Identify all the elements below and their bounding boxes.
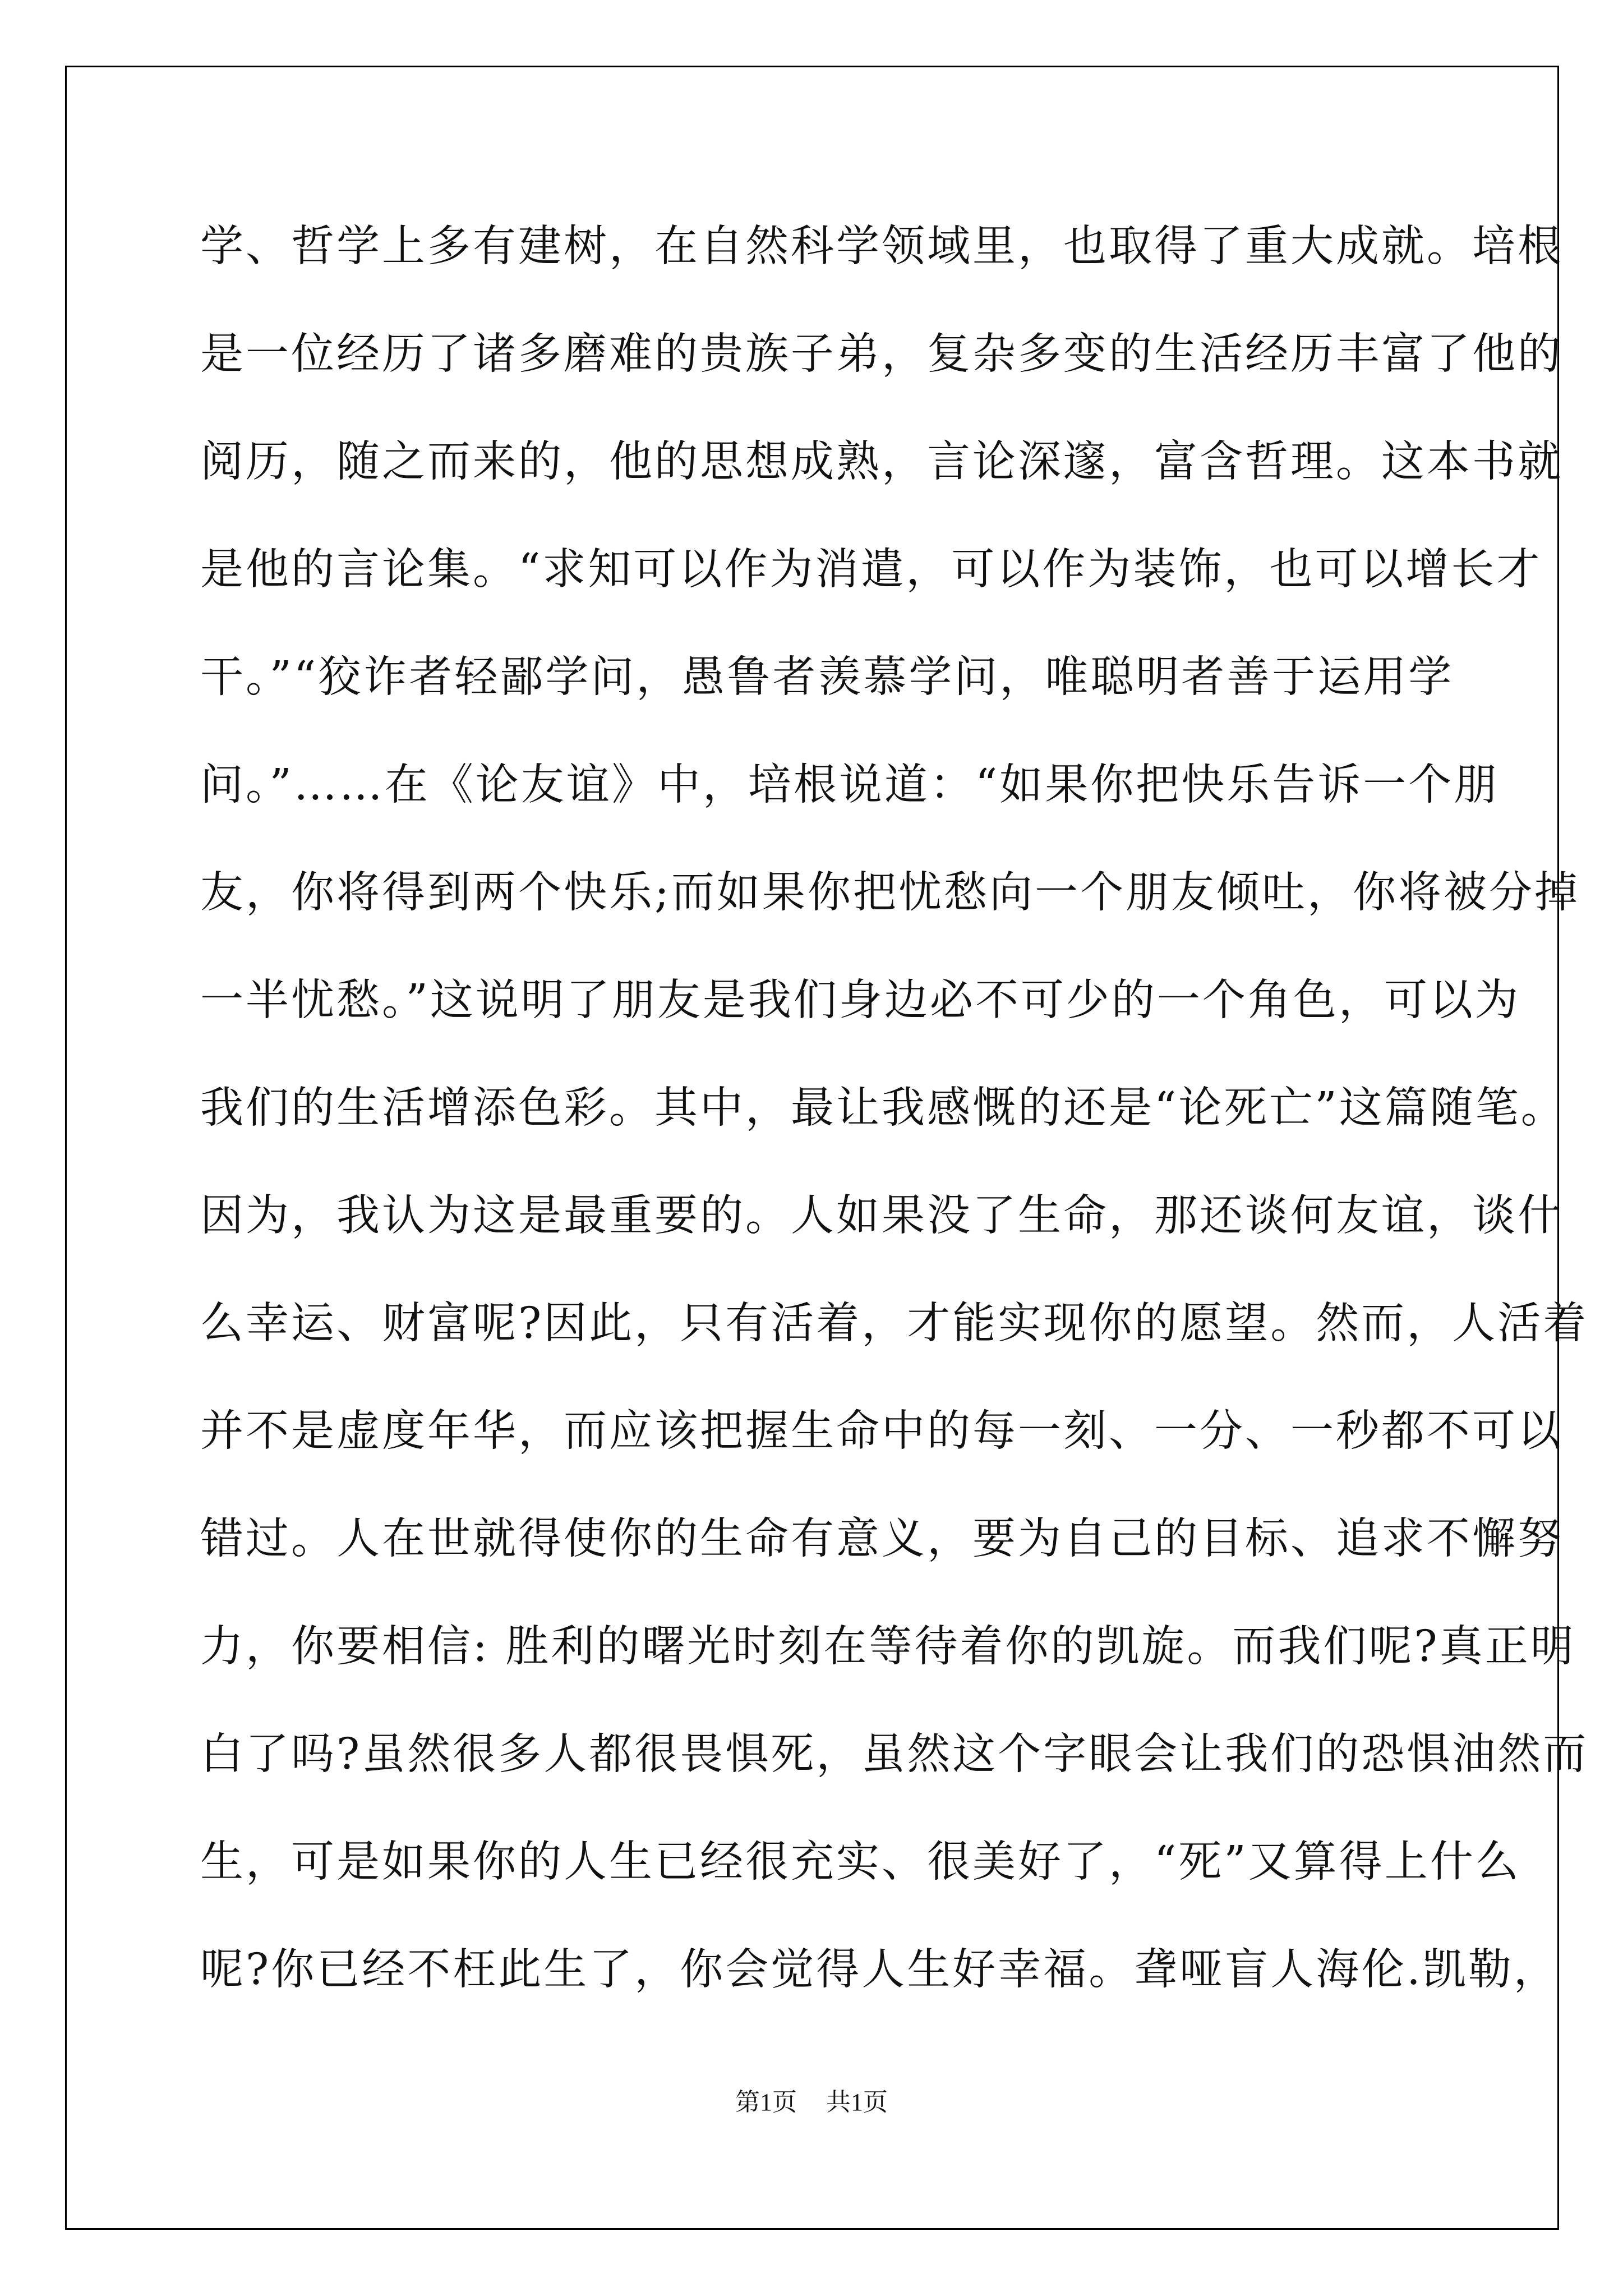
text-line: 是他的言论集。“求知可以作为消遣，可以作为装饰，也可以增长才 [200, 545, 1542, 595]
text-line: 呢?你已经不枉此生了，你会觉得人生好幸福。聋哑盲人海伦.凯勒， [200, 1945, 1559, 1995]
text-line: 力，你要相信: 胜利的曙光时刻在等待着你的凯旋。而我们呢?真正明 [200, 1622, 1576, 1672]
text-line: 阅历，随之而来的，他的思想成熟，言论深邃，富含哲理。这本书就 [200, 437, 1563, 487]
text-line: 白了吗?虽然很多人都很畏惧死，虽然这个字眼会让我们的恐惧油然而 [200, 1729, 1589, 1779]
page-number-label: 第1页 [735, 2088, 797, 2116]
text-line: 学、哲学上多有建树，在自然科学领域里，也取得了重大成就。培根 [200, 222, 1563, 272]
text-line: 并不是虚度年华，而应该把握生命中的每一刻、一分、一秒都不可以 [200, 1406, 1563, 1456]
text-line: 是一位经历了诸多磨难的贵族子弟，复杂多变的生活经历丰富了他的 [200, 329, 1563, 379]
text-line: 么幸运、财富呢?因此，只有活着，才能实现你的愿望。然而，人活着 [200, 1299, 1589, 1349]
body-text [200, 222, 1589, 2053]
page-total-label: 共1页 [826, 2088, 888, 2116]
text-line: 我们的生活增添色彩。其中，最让我感慨的还是“论死亡”这篇随笔。 [200, 1083, 1566, 1133]
text-line: 友，你将得到两个快乐;而如果你把忧愁向一个朋友倾吐，你将被分掉 [200, 868, 1580, 918]
text-line: 问。”……在《论友谊》中，培根说道：“如果你把快乐告诉一个朋 [200, 760, 1500, 810]
text-line: 因为，我认为这是最重要的。人如果没了生命，那还谈何友谊，谈什 [200, 1191, 1563, 1241]
text-line: 一半忧愁。”这说明了朋友是我们身边必不可少的一个角色，可以为 [200, 976, 1520, 1025]
text-line: 生，可是如果你的人生已经很充实、很美好了，“死”又算得上什么 [200, 1837, 1521, 1887]
text-line: 干。”“狡诈者轻鄙学问，愚鲁者羡慕学问，唯聪明者善于运用学 [200, 652, 1454, 702]
page-footer [0, 2082, 1623, 2118]
text-line: 错过。人在世就得使你的生命有意义，要为自己的目标、追求不懈努 [200, 1514, 1563, 1564]
